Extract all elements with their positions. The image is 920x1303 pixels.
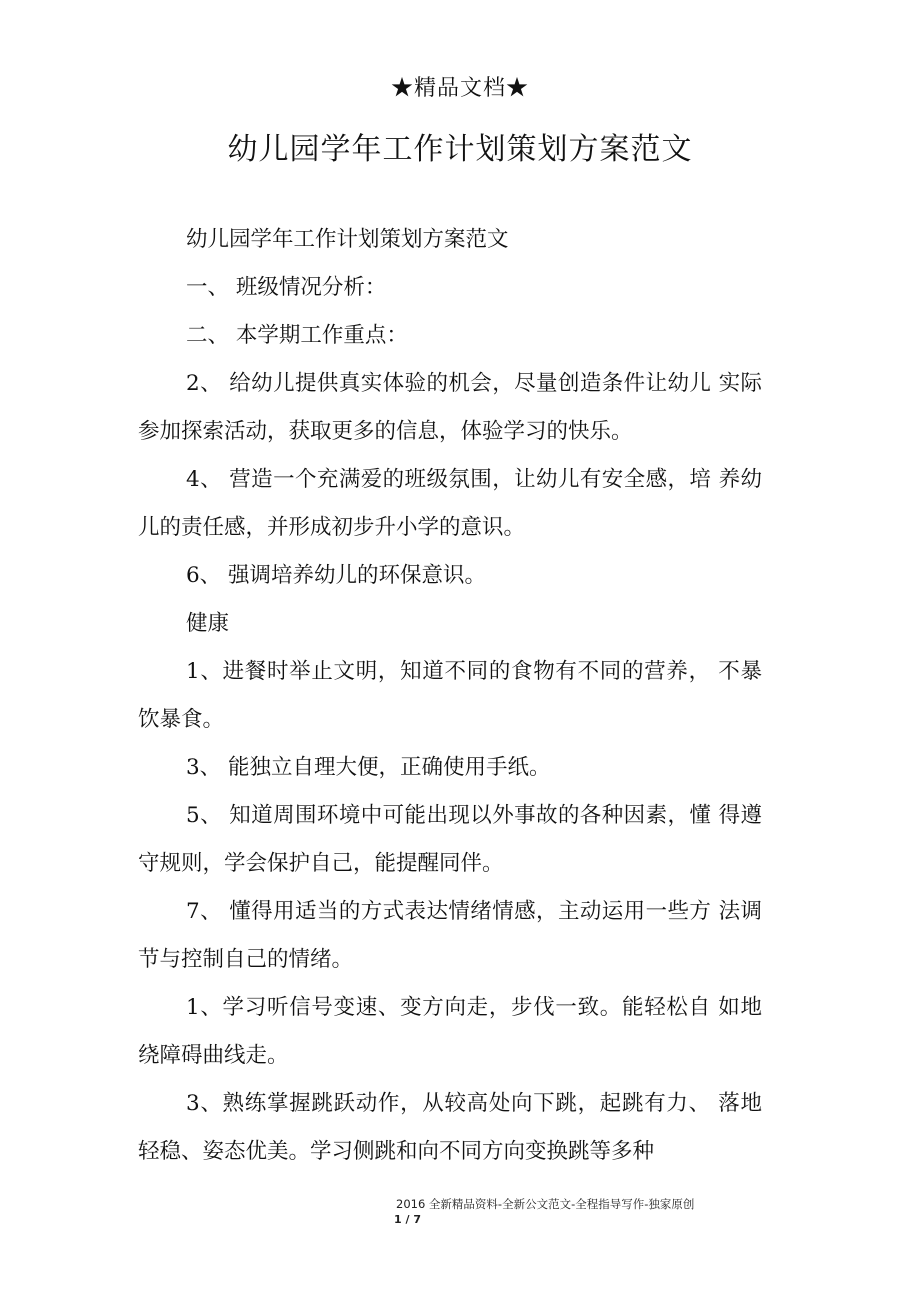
paragraph: 7、 懂得用适当的方式表达情绪情感，主动运用一些方 法调节与控制自己的情绪。 bbox=[138, 899, 762, 972]
paragraph: 健康 bbox=[186, 611, 230, 636]
paragraph: 3、熟练掌握跳跃动作，从较高处向下跳，起跳有力、 落地轻稳、姿态优美。学习侧跳和向不同方向变换跳等多种 bbox=[138, 1091, 762, 1164]
header-badge: ★精品文档★ bbox=[390, 76, 529, 101]
paragraph: 1、学习听信号变速、变方向走，步伐一致。能轻松自 如地绕障碍曲线走。 bbox=[138, 995, 762, 1068]
paragraph: 4、 营造一个充满爱的班级氛围，让幼儿有安全感，培 养幼儿的责任感，并形成初步升小学的意识。 bbox=[138, 467, 762, 540]
page-number: 1 / 7 bbox=[394, 1213, 421, 1226]
paragraph: 3、 能独立自理大便，正确使用手纸。 bbox=[186, 755, 551, 780]
paragraph: 5、 知道周围环境中可能出现以外事故的各种因素，懂 得遵守规则，学会保护自己，能提醒同伴。 bbox=[138, 803, 762, 876]
document-body bbox=[138, 216, 762, 1176]
paragraph: 幼儿园学年工作计划策划方案范文 bbox=[186, 227, 509, 252]
paragraph: 1、进餐时举止文明，知道不同的食物有不同的营养， 不暴饮暴食。 bbox=[138, 659, 762, 732]
paragraph: 一、 班级情况分析： bbox=[186, 275, 387, 300]
document-title: 幼儿园学年工作计划策划方案范文 bbox=[227, 132, 693, 167]
paragraph: 6、 强调培养幼儿的环保意识。 bbox=[186, 563, 487, 588]
footer-note: 2016 全新精品资料-全新公文范文-全程指导写作-独家原创 bbox=[396, 1197, 695, 1211]
paragraph: 2、 给幼儿提供真实体验的机会，尽量创造条件让幼儿 实际参加探索活动，获取更多的信息，体验学习的快乐。 bbox=[138, 371, 762, 444]
paragraph: 二、 本学期工作重点： bbox=[186, 323, 408, 348]
